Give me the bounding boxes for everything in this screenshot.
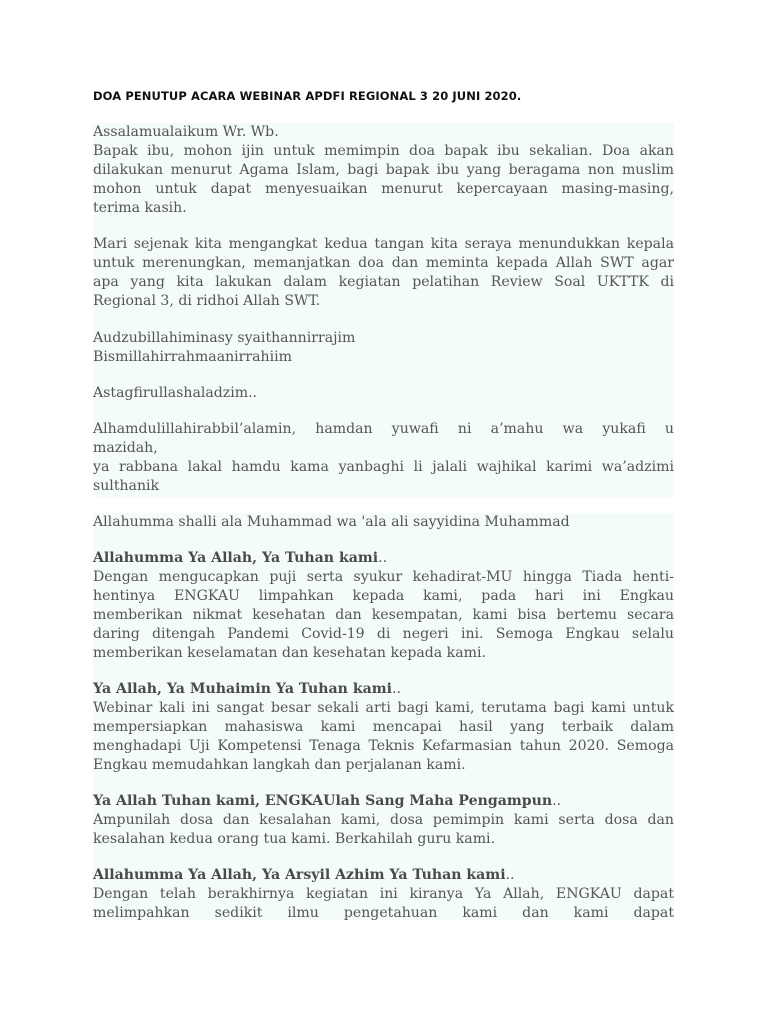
section-line: hentinya ENGKAU limpahkan kepada kami, pada hari ini Engkau: [93, 588, 674, 604]
hamdalah-line: mazidah,: [93, 440, 158, 456]
section-heading-text: Ya Allah Tuhan kami, ENGKAUlah Sang Maha Pengampun: [93, 793, 553, 809]
section-line: menghadapi Uji Kompetensi Tenaga Teknis Kefarmasian tahun 2020. Semoga: [93, 738, 674, 754]
hamdalah-paragraph: [93, 420, 674, 496]
section-line: melimpahkan sedikit ilmu pengetahuan kami dan kami dapat: [93, 905, 674, 921]
section-line: Dengan mengucapkan puji serta syukur kehadirat-MU hingga Tiada henti-: [93, 569, 674, 585]
section-heading-text: Ya Allah, Ya Muhaimin Ya Tuhan kami: [93, 681, 392, 697]
invite-line: untuk merenungkan, memanjatkan doa dan meminta kepada Allah SWT agar: [93, 255, 674, 271]
section-line: memberikan nikmat kesehatan dan kesempatan, kami bisa bertemu secara: [93, 607, 674, 623]
bismillah-line: Bismillahirrahmaanirrahiim: [93, 349, 293, 365]
section-paragraph: [93, 885, 674, 923]
section-heading-suffix: ..: [392, 681, 401, 697]
hamdalah-line: Alhamdulillahirabbil’alamin, hamdan yuwafi ni a’mahu wa yukafi u: [93, 421, 674, 437]
section-heading-suffix: ..: [552, 793, 562, 809]
section-heading: [93, 549, 674, 568]
greeting-line: Assalamualaikum Wr. Wb.: [93, 124, 279, 140]
hamdalah-line: sulthanik: [93, 478, 160, 494]
section-heading-suffix: ..: [505, 867, 515, 883]
section-line: kesalahan kedua orang tua kami. Berkahilah guru kami.: [93, 831, 496, 847]
audzu-line: Audzubillahiminasy syaithannirrajim: [93, 330, 356, 346]
section-paragraph: [93, 699, 674, 775]
intro-line: Bapak ibu, mohon ijin untuk memimpin doa bapak ibu sekalian. Doa akan: [93, 143, 674, 159]
section-paragraph: [93, 568, 674, 663]
section-heading: [93, 866, 674, 885]
intro-line: dilakukan menurut Agama Islam, bagi bapak ibu yang beragama non muslim: [93, 162, 674, 178]
section-line: Engkau memudahkan langkah dan perjalanan kami.: [93, 757, 466, 773]
invite-line: apa yang kita lakukan dalam kegiatan pelatihan Review Soal UKTTK di: [93, 274, 674, 290]
document-title: DOA PENUTUP ACARA WEBINAR APDFI REGIONAL 3 20 JUNI 2020.: [93, 89, 522, 103]
intro-line: mohon untuk dapat menyesuaikan menurut kepercayaan masing-masing,: [93, 181, 674, 197]
hamdalah-line: ya rabbana lakal hamdu kama yanbaghi li jalali wajhikal karimi wa’adzimi: [93, 459, 674, 475]
section-heading-suffix: ..: [378, 550, 388, 566]
prayer-block-opening: [93, 123, 674, 497]
invite-line: Mari sejenak kita mengangkat kedua tangan kita seraya menundukkan kepala: [93, 236, 674, 252]
section-line: Webinar kali ini sangat besar sekali arti bagi kami, terutama bagi kami untuk: [93, 700, 674, 716]
section-heading-text: Allahumma Ya Allah, Ya Tuhan kami: [93, 550, 379, 566]
section-line: Ampunilah dosa dan kesalahan kami, dosa pemimpin kami serta dosa dan: [93, 812, 674, 828]
section-paragraph: [93, 811, 674, 849]
section-line: daring ditengah Pandemi Covid-19 di negeri ini. Semoga Engkau selalu: [93, 626, 674, 642]
section-heading: [93, 792, 674, 811]
section-line: Dengan telah berakhirnya kegiatan ini kiranya Ya Allah, ENGKAU dapat: [93, 886, 674, 902]
invite-line: Regional 3, di ridhoi Allah SWT.: [93, 293, 321, 309]
section-heading-text: Allahumma Ya Allah, Ya Arsyil Azhim Ya Tuhan kami: [93, 867, 506, 883]
prayer-block-main: [93, 513, 674, 920]
section-heading: [93, 680, 674, 699]
intro-paragraph: [93, 142, 674, 218]
astagfir-line: Astagfirullashaladzim..: [93, 385, 258, 401]
section-line: mempersiapkan mahasiswa kami mencapai hasil yang terbaik dalam: [93, 719, 674, 735]
section-line: memberikan keselamatan dan kesehatan kepada kami.: [93, 645, 486, 661]
invite-paragraph: [93, 235, 674, 311]
intro-line: terima kasih.: [93, 200, 187, 216]
shalawat-line: Allahumma shalli ala Muhammad wa 'ala ali sayyidina Muhammad: [93, 514, 570, 530]
